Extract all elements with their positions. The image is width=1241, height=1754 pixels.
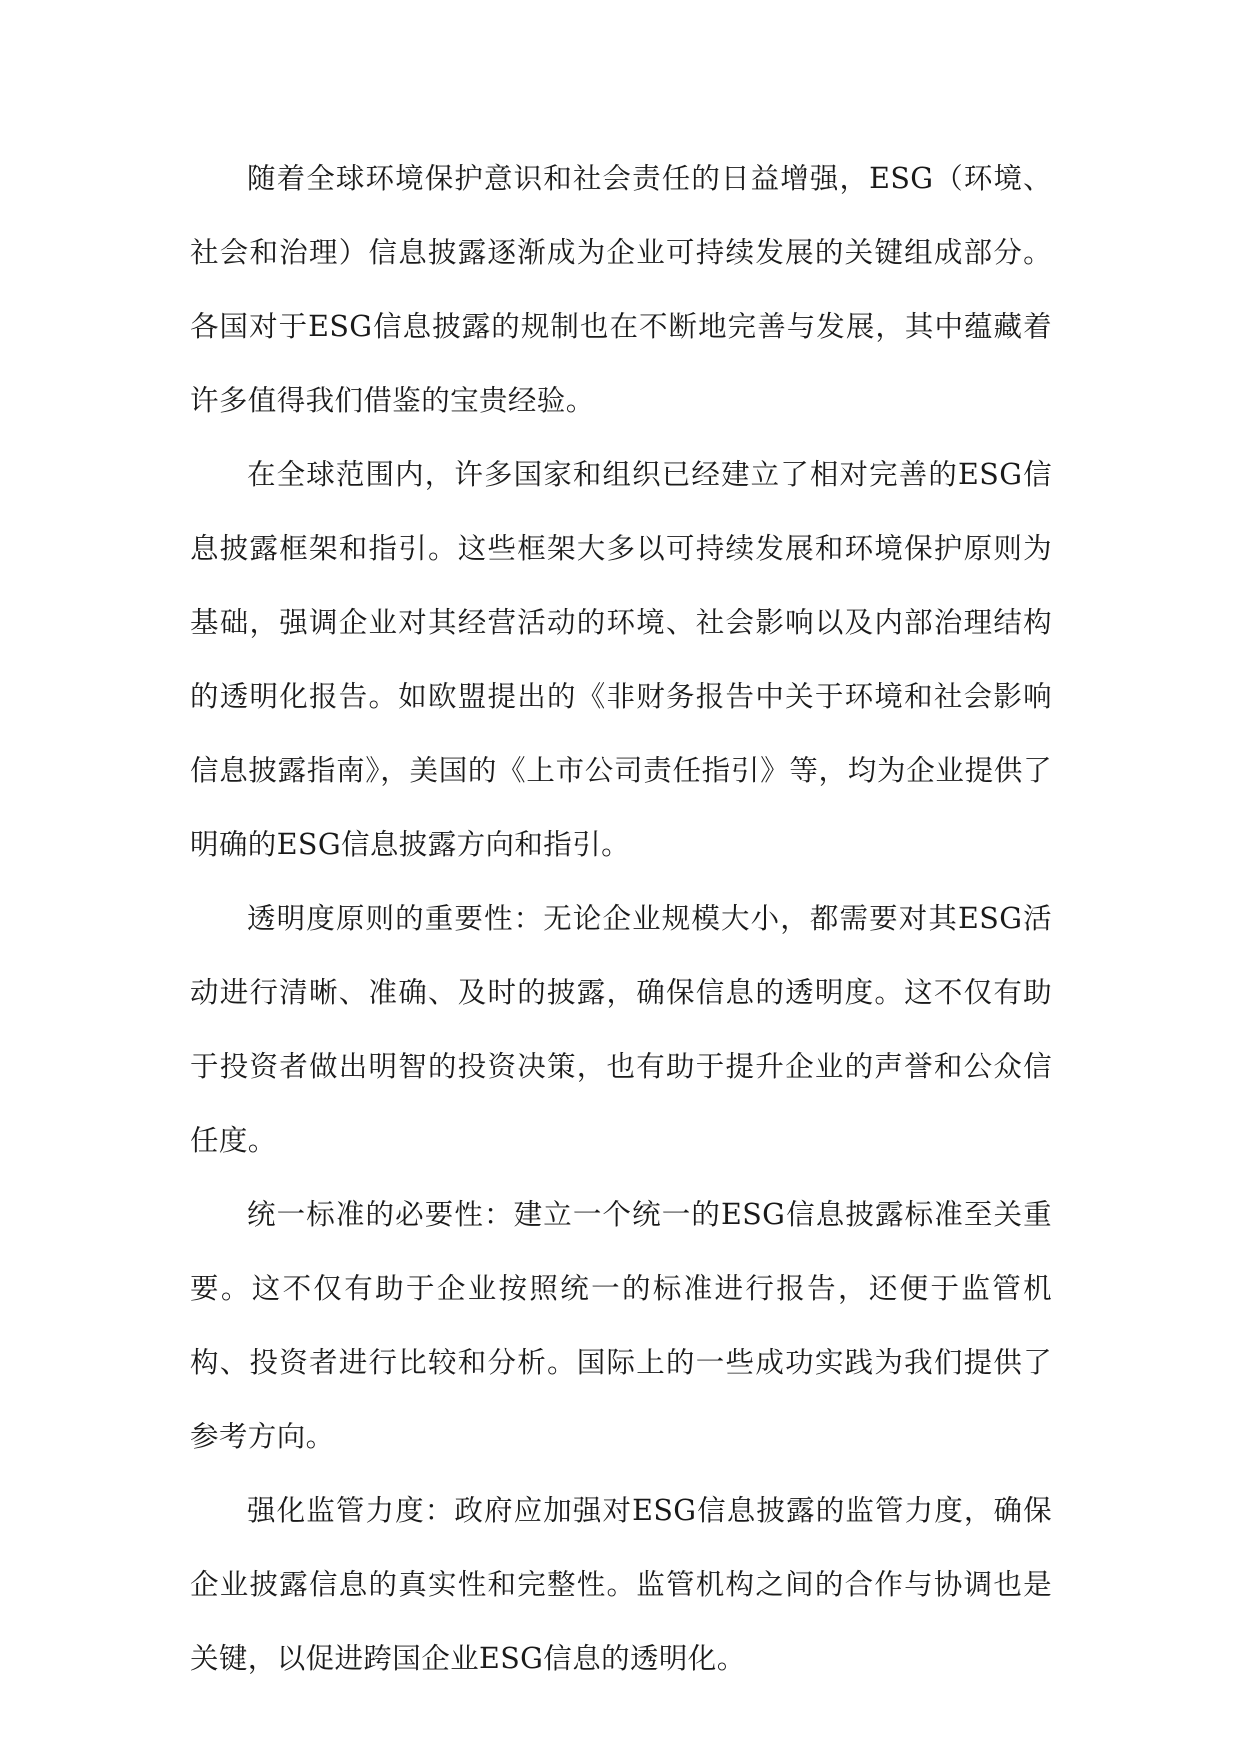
paragraph-intro: 随着全球环境保护意识和社会责任的日益增强，ESG（环境、社会和治理）信息披露逐渐成为企业可持续发展的关键组成部分。各国对于ESG信息披露的规制也在不断地完善与发展，其中蕴藏着许多值得我们借鉴的宝贵经验。 <box>190 162 1052 417</box>
document-body <box>190 142 1052 1696</box>
paragraph-unified-standard: 统一标准的必要性：建立一个统一的ESG信息披露标准至关重要。这不仅有助于企业按照统一的标准进行报告，还便于监管机构、投资者进行比较和分析。国际上的一些成功实践为我们提供了参考方向。 <box>190 1198 1052 1453</box>
paragraph-transparency: 透明度原则的重要性：无论企业规模大小，都需要对其ESG活动进行清晰、准确、及时的披露，确保信息的透明度。这不仅有助于投资者做出明智的投资决策，也有助于提升企业的声誉和公众信任度。 <box>190 902 1052 1157</box>
paragraph-global-frameworks: 在全球范围内，许多国家和组织已经建立了相对完善的ESG信息披露框架和指引。这些框架大多以可持续发展和环境保护原则为基础，强调企业对其经营活动的环境、社会影响以及内部治理结构的透明化报告。如欧盟提出的《非财务报告中关于环境和社会影响信息披露指南》，美国的《上市公司责任指引》等，均为企业提供了明确的ESG信息披露方向和指引。 <box>190 458 1052 861</box>
paragraph-supervision: 强化监管力度：政府应加强对ESG信息披露的监管力度，确保企业披露信息的真实性和完整性。监管机构之间的合作与协调也是关键，以促进跨国企业ESG信息的透明化。 <box>190 1494 1052 1675</box>
